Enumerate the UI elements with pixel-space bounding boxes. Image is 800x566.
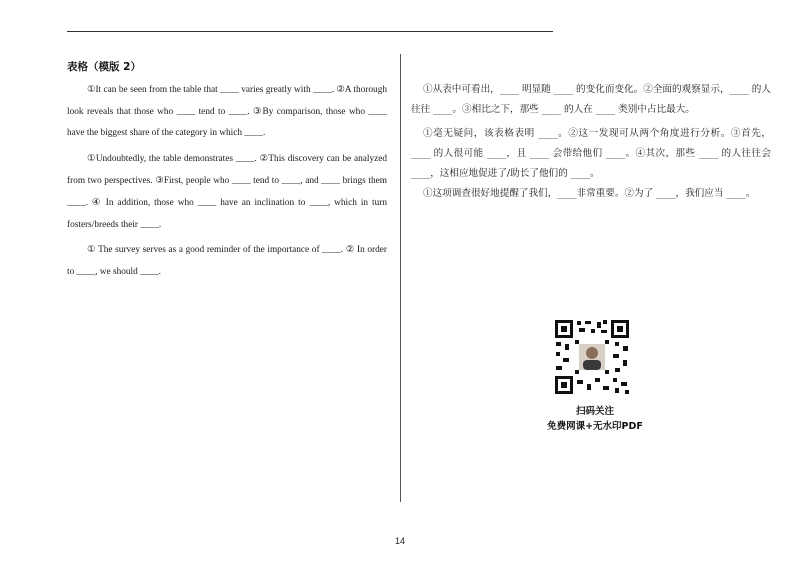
paragraph-analysis: ①Undoubtedly, the table demonstrates ____. ②This discovery can be analyzed from two perspectives. ③First, people who ____ tend to ____, and ____ brings them ____. ④ In addition, those who ____ have an inclination to ____, which in turn fosters/breeds their ____. [67,154,387,230]
paragraph-conclusion-cn: ①这项调查很好地提醒了我们，____非常重要。②为了 ____，我们应当 ____。 [423,188,756,199]
qr-caption-line2: 免费网课+无水印PDF [547,421,643,432]
chinese-column [411,80,771,204]
paragraph-conclusion: ① The survey serves as a good reminder of the importance of ____. ② In order to ____, we should ____. [67,245,387,278]
top-rule [67,31,553,32]
qr-code-image [553,318,631,396]
column-divider [400,54,401,502]
qr-caption-line1: 扫码关注 [575,406,614,417]
paragraph-analysis-cn: ①毫无疑问，该表格表明 ____。②这一发现可从两个角度进行分析。③首先，____ 的人很可能 ____，且 ____ 会带给他们 ____。④其次，那些 ____ 的人往往会 ____，这相应地促进了/助长了他们的 ____。 [411,128,771,179]
section-title: 表格（模版 2） [67,61,141,73]
paragraph-description: ①It can be seen from the table that ____ varies greatly with ____. ②A thorough look reveals that those who ____ tend to ____. ③By comparison, those who ____ have the biggest share of the category in which ____. [67,84,387,139]
qr-caption [520,404,670,434]
english-column [67,56,387,284]
paragraph-description-cn: ①从表中可看出，____ 明显随 ____ 的变化而变化。②全面的观察显示，____ 的人往往 ____。③相比之下，那些 ____ 的人在 ____ 类别中占比最大。 [411,84,771,115]
page-number: 14 [394,536,405,546]
